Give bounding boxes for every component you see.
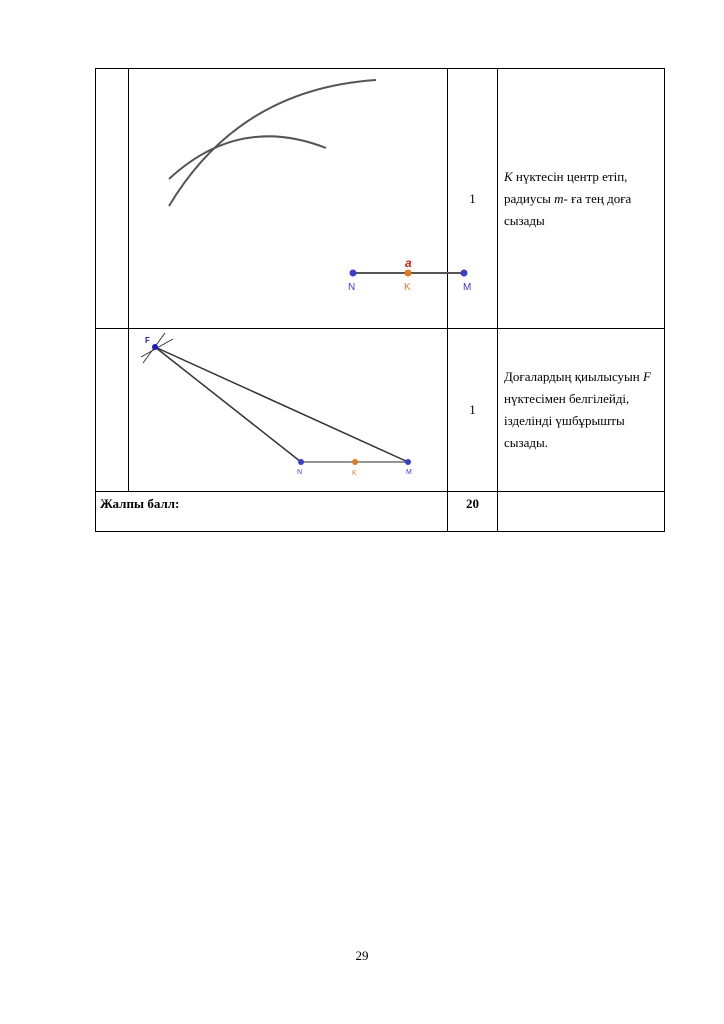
side-fn bbox=[155, 347, 301, 462]
description-text: Доғалардың қиылысуын bbox=[504, 369, 643, 384]
label-n: N bbox=[348, 282, 356, 293]
point-n bbox=[298, 459, 304, 465]
label-m: M bbox=[406, 469, 412, 476]
point-name: K bbox=[504, 168, 513, 184]
label-m: M bbox=[463, 282, 472, 293]
total-label: Жалпы балл: bbox=[96, 492, 448, 532]
empty-cell bbox=[96, 69, 129, 329]
empty-cell bbox=[96, 329, 129, 492]
description-text: нүктесімен белгілейді, ізделінді үшбұрышты сызады. bbox=[504, 391, 630, 450]
arc-large bbox=[169, 80, 376, 206]
point-m bbox=[405, 459, 411, 465]
table-row bbox=[96, 69, 665, 329]
triangle-figure bbox=[129, 329, 448, 491]
label-k: K bbox=[404, 282, 411, 293]
label-k: K bbox=[352, 470, 357, 477]
point-k bbox=[405, 270, 412, 277]
point-f bbox=[152, 344, 158, 350]
side-fm bbox=[155, 347, 408, 462]
label-a: a bbox=[405, 256, 412, 270]
score-cell: 1 bbox=[448, 69, 498, 329]
description-cell bbox=[498, 69, 665, 329]
figure-cell bbox=[129, 69, 472, 329]
point-m bbox=[461, 270, 468, 277]
point-n bbox=[350, 270, 357, 277]
label-n: N bbox=[297, 469, 303, 476]
page-number: 29 bbox=[355, 948, 369, 963]
grading-table bbox=[95, 68, 665, 532]
total-value: 20 bbox=[448, 492, 498, 532]
figure-cell bbox=[129, 329, 448, 492]
point-name: F bbox=[643, 369, 651, 384]
description-text: - ға тең доға сызады bbox=[504, 190, 632, 228]
arc-construction-figure bbox=[129, 69, 472, 328]
description-cell bbox=[498, 329, 665, 492]
table-row bbox=[96, 329, 665, 492]
total-row bbox=[96, 492, 665, 532]
score-cell: 1 bbox=[448, 329, 498, 492]
variable-name: m bbox=[554, 190, 564, 206]
point-k bbox=[352, 459, 358, 465]
label-f: F bbox=[145, 336, 150, 345]
empty-cell bbox=[498, 492, 665, 532]
description-text: нүктесін центр етіп, радиусы bbox=[504, 168, 628, 206]
